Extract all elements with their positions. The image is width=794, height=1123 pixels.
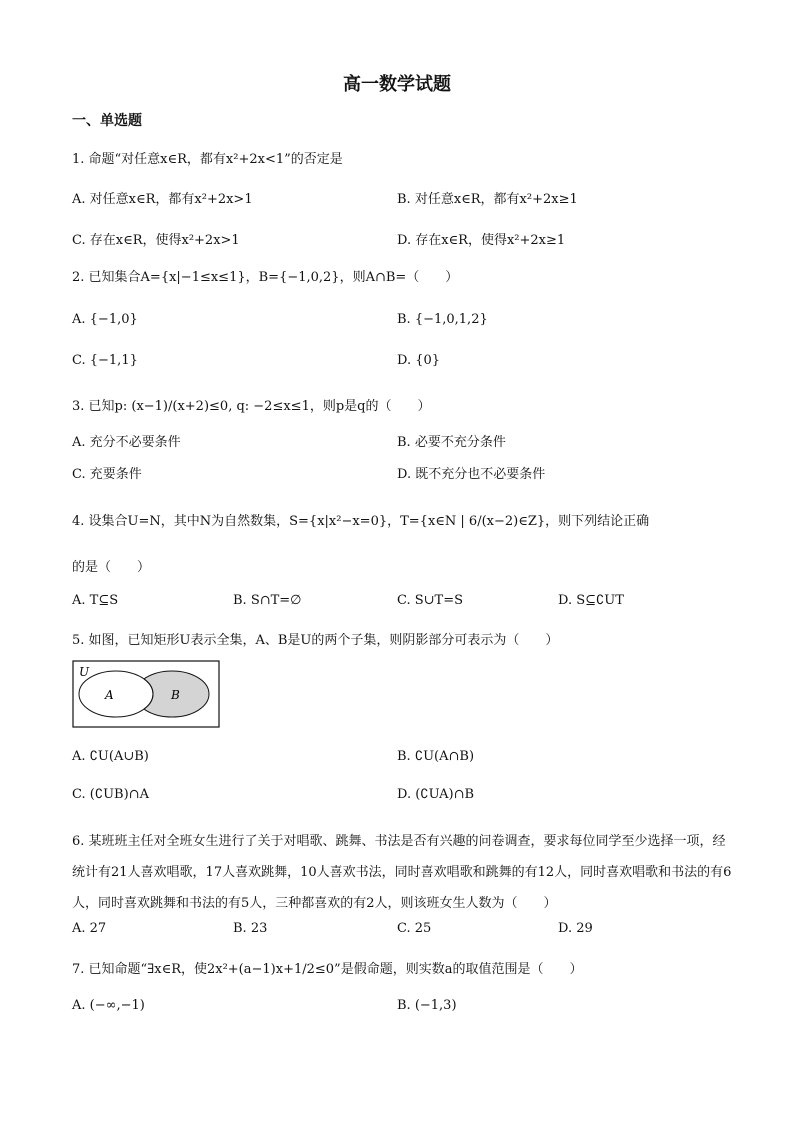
- question-3-option-b: B. 必要不充分条件: [397, 435, 506, 450]
- question-6-option-c: C. 25: [397, 921, 432, 936]
- question-4-option-c: C. S∪T=S: [397, 593, 464, 608]
- question-2-stem: 2. 已知集合A={x|−1≤x≤1}，B={−1,0,2}，则A∩B=（ ）: [72, 270, 459, 285]
- question-5-stem: 5. 如图，已知矩形U表示全集，A、B是U的两个子集，则阴影部分可表示为（ ）: [72, 633, 559, 648]
- question-7-option-a: A. (−∞,−1): [72, 998, 145, 1013]
- question-2-option-c: C. {−1,1}: [72, 353, 138, 368]
- question-6-option-b: B. 23: [233, 921, 268, 936]
- question-3-option-c: C. 充要条件: [72, 467, 142, 482]
- question-4-option-a: A. T⊆S: [72, 593, 119, 608]
- question-2-option-a: A. {−1,0}: [72, 312, 138, 327]
- question-4-stem-continuation: 的是（ ）: [72, 560, 151, 575]
- question-1-option-b: B. 对任意x∈R，都有x²+2x≥1: [397, 192, 578, 207]
- question-3-option-d: D. 既不充分也不必要条件: [397, 467, 546, 482]
- question-7-stem: 7. 已知命题“∃x∈R，使2x²+(a−1)x+1/2≤0”是假命题，则实数a的取值范围是（ ）: [72, 962, 583, 977]
- question-6-stem: 6. 某班班主任对全班女生进行了关于对唱歌、跳舞、书法是否有兴趣的问卷调查，要求每位同学至少选择一项，经统计有21人喜欢唱歌，17人喜欢跳舞，10人喜欢书法，同时喜欢唱歌和跳舞的有12人，同时喜欢唱歌和书法的有6人，同时喜欢跳舞和书法的有5人，三种都喜欢的有2人，则该班女生人数为（ ）: [72, 834, 732, 911]
- question-1-option-d: D. 存在x∈R，使得x²+2x≥1: [397, 233, 566, 248]
- venn-label-a: A: [105, 688, 114, 702]
- question-1-option-c: C. 存在x∈R，使得x²+2x>1: [72, 233, 240, 248]
- question-4-stem: 4. 设集合U=N，其中N为自然数集，S={x|x²−x=0}，T={x∈N | 6/(x−2)∈Z}，则下列结论正确: [72, 514, 650, 529]
- venn-diagram: [72, 660, 220, 728]
- question-6-option-a: A. 27: [72, 921, 107, 936]
- section-heading: 一、单选题: [72, 113, 142, 129]
- question-2-option-d: D. {0}: [397, 353, 441, 368]
- page-title: 高一数学试题: [343, 74, 451, 95]
- question-3-option-a: A. 充分不必要条件: [72, 435, 181, 450]
- question-5-option-d: D. (∁UA)∩B: [397, 787, 475, 802]
- question-1-stem: 1. 命题“对任意x∈R，都有x²+2x<1”的否定是: [72, 152, 343, 167]
- question-7-option-b: B. (−1,3): [397, 998, 457, 1013]
- question-2-option-b: B. {−1,0,1,2}: [397, 312, 488, 327]
- question-5-option-a: A. ∁U(A∪B): [72, 749, 149, 764]
- question-3-stem: 3. 已知p: (x−1)/(x+2)≤0, q: −2≤x≤1，则p是q的（ ）: [72, 399, 431, 414]
- question-6-option-d: D. 29: [558, 921, 593, 936]
- question-1-option-a: A. 对任意x∈R，都有x²+2x>1: [72, 192, 253, 207]
- question-4-option-d: D. S⊆∁UT: [558, 593, 624, 608]
- question-5-option-b: B. ∁U(A∩B): [397, 749, 475, 764]
- venn-label-b: B: [171, 688, 180, 702]
- venn-label-u: U: [79, 665, 90, 679]
- question-5-option-c: C. (∁UB)∩A: [72, 787, 149, 802]
- question-4-option-b: B. S∩T=∅: [233, 593, 302, 608]
